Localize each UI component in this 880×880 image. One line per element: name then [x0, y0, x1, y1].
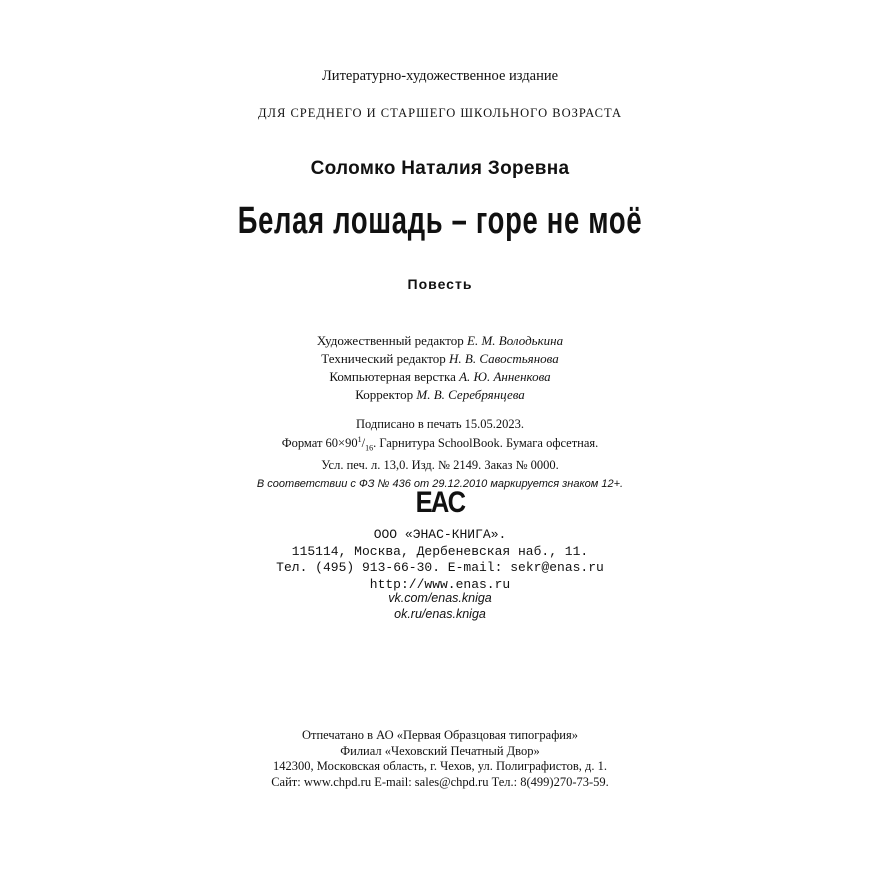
publisher-website: http://www.enas.ru [369, 576, 511, 592]
publisher-phone: Тел. (495) 913-66-30. E-mail: sekr@enas.ru [276, 560, 604, 575]
printer-block [0, 728, 880, 790]
book-title: Белая лошадь – горе не моё [237, 200, 643, 242]
format-times: × [338, 436, 346, 451]
law-notice: В соответствии с ФЗ № 436 от 29.12.2010 маркируется знаком 12+. [256, 477, 624, 490]
signed-date: Подписано в печать 15.05.2023. [355, 417, 525, 431]
credits-block [0, 332, 880, 404]
credit-person: М. В. Серебрянцева [416, 387, 525, 402]
format-prefix: Формат 60 [281, 436, 339, 451]
format-mid: 90 [345, 436, 358, 451]
printer-line: 142300, Московская область, г. Чехов, ул. Полиграфистов, д. 1. [273, 759, 607, 773]
social-ok: ok.ru/enas.kniga [394, 607, 486, 621]
format-sup: 1 [357, 435, 362, 444]
print-sheets: Усл. печ. л. 13,0. Изд. № 2149. Заказ № 0000. [321, 457, 559, 472]
publisher-block [0, 527, 880, 593]
credit-row [0, 368, 880, 386]
format-line: Формат $60\times 90^1/_{16}$. Гарнитура SchoolBook. Бумага офсетная. [281, 435, 599, 453]
social-links [0, 590, 880, 622]
printer-line: Отпечатано в АО «Первая Образцовая типография» [301, 728, 578, 742]
author-name: Соломко Наталия Зоревна [310, 158, 570, 179]
printer-line: Сайт: www.chpd.ru E-mail: sales@chpd.ru Тел.: 8(499)270-73-59. [271, 774, 609, 789]
format-suffix: . Гарнитура SchoolBook. Бумага офсетная. [373, 436, 599, 451]
printer-line: Филиал «Чеховский Печатный Двор» [340, 743, 540, 758]
credit-role: Художественный редактор [316, 333, 464, 348]
credit-person: А. Ю. Анненкова [459, 369, 551, 384]
publisher-name: ООО «ЭНАС-КНИГА». [373, 527, 507, 542]
social-vk: vk.com/enas.kniga [388, 591, 492, 605]
format-sub: 16 [365, 443, 374, 453]
publisher-address: 115114, Москва, Дербеневская наб., 11. [291, 543, 589, 559]
credit-row [0, 332, 880, 350]
genre: Повесть [407, 276, 473, 292]
credit-role: Технический редактор [321, 351, 446, 366]
credit-person: Е. М. Володькина [467, 333, 564, 348]
print-details [0, 416, 880, 492]
credit-row [0, 350, 880, 368]
imprint-type: Литературно-художественное издание [321, 68, 559, 84]
credit-role: Корректор [355, 387, 414, 402]
credit-role: Компьютерная верстка [329, 369, 456, 384]
credit-person: Н. В. Савостьянова [449, 351, 559, 366]
age-group: ДЛЯ СРЕДНЕГО И СТАРШЕГО ШКОЛЬНОГО ВОЗРАСТА [257, 106, 623, 120]
eac-mark-logo: EAC [415, 486, 465, 519]
credit-row [0, 386, 880, 404]
